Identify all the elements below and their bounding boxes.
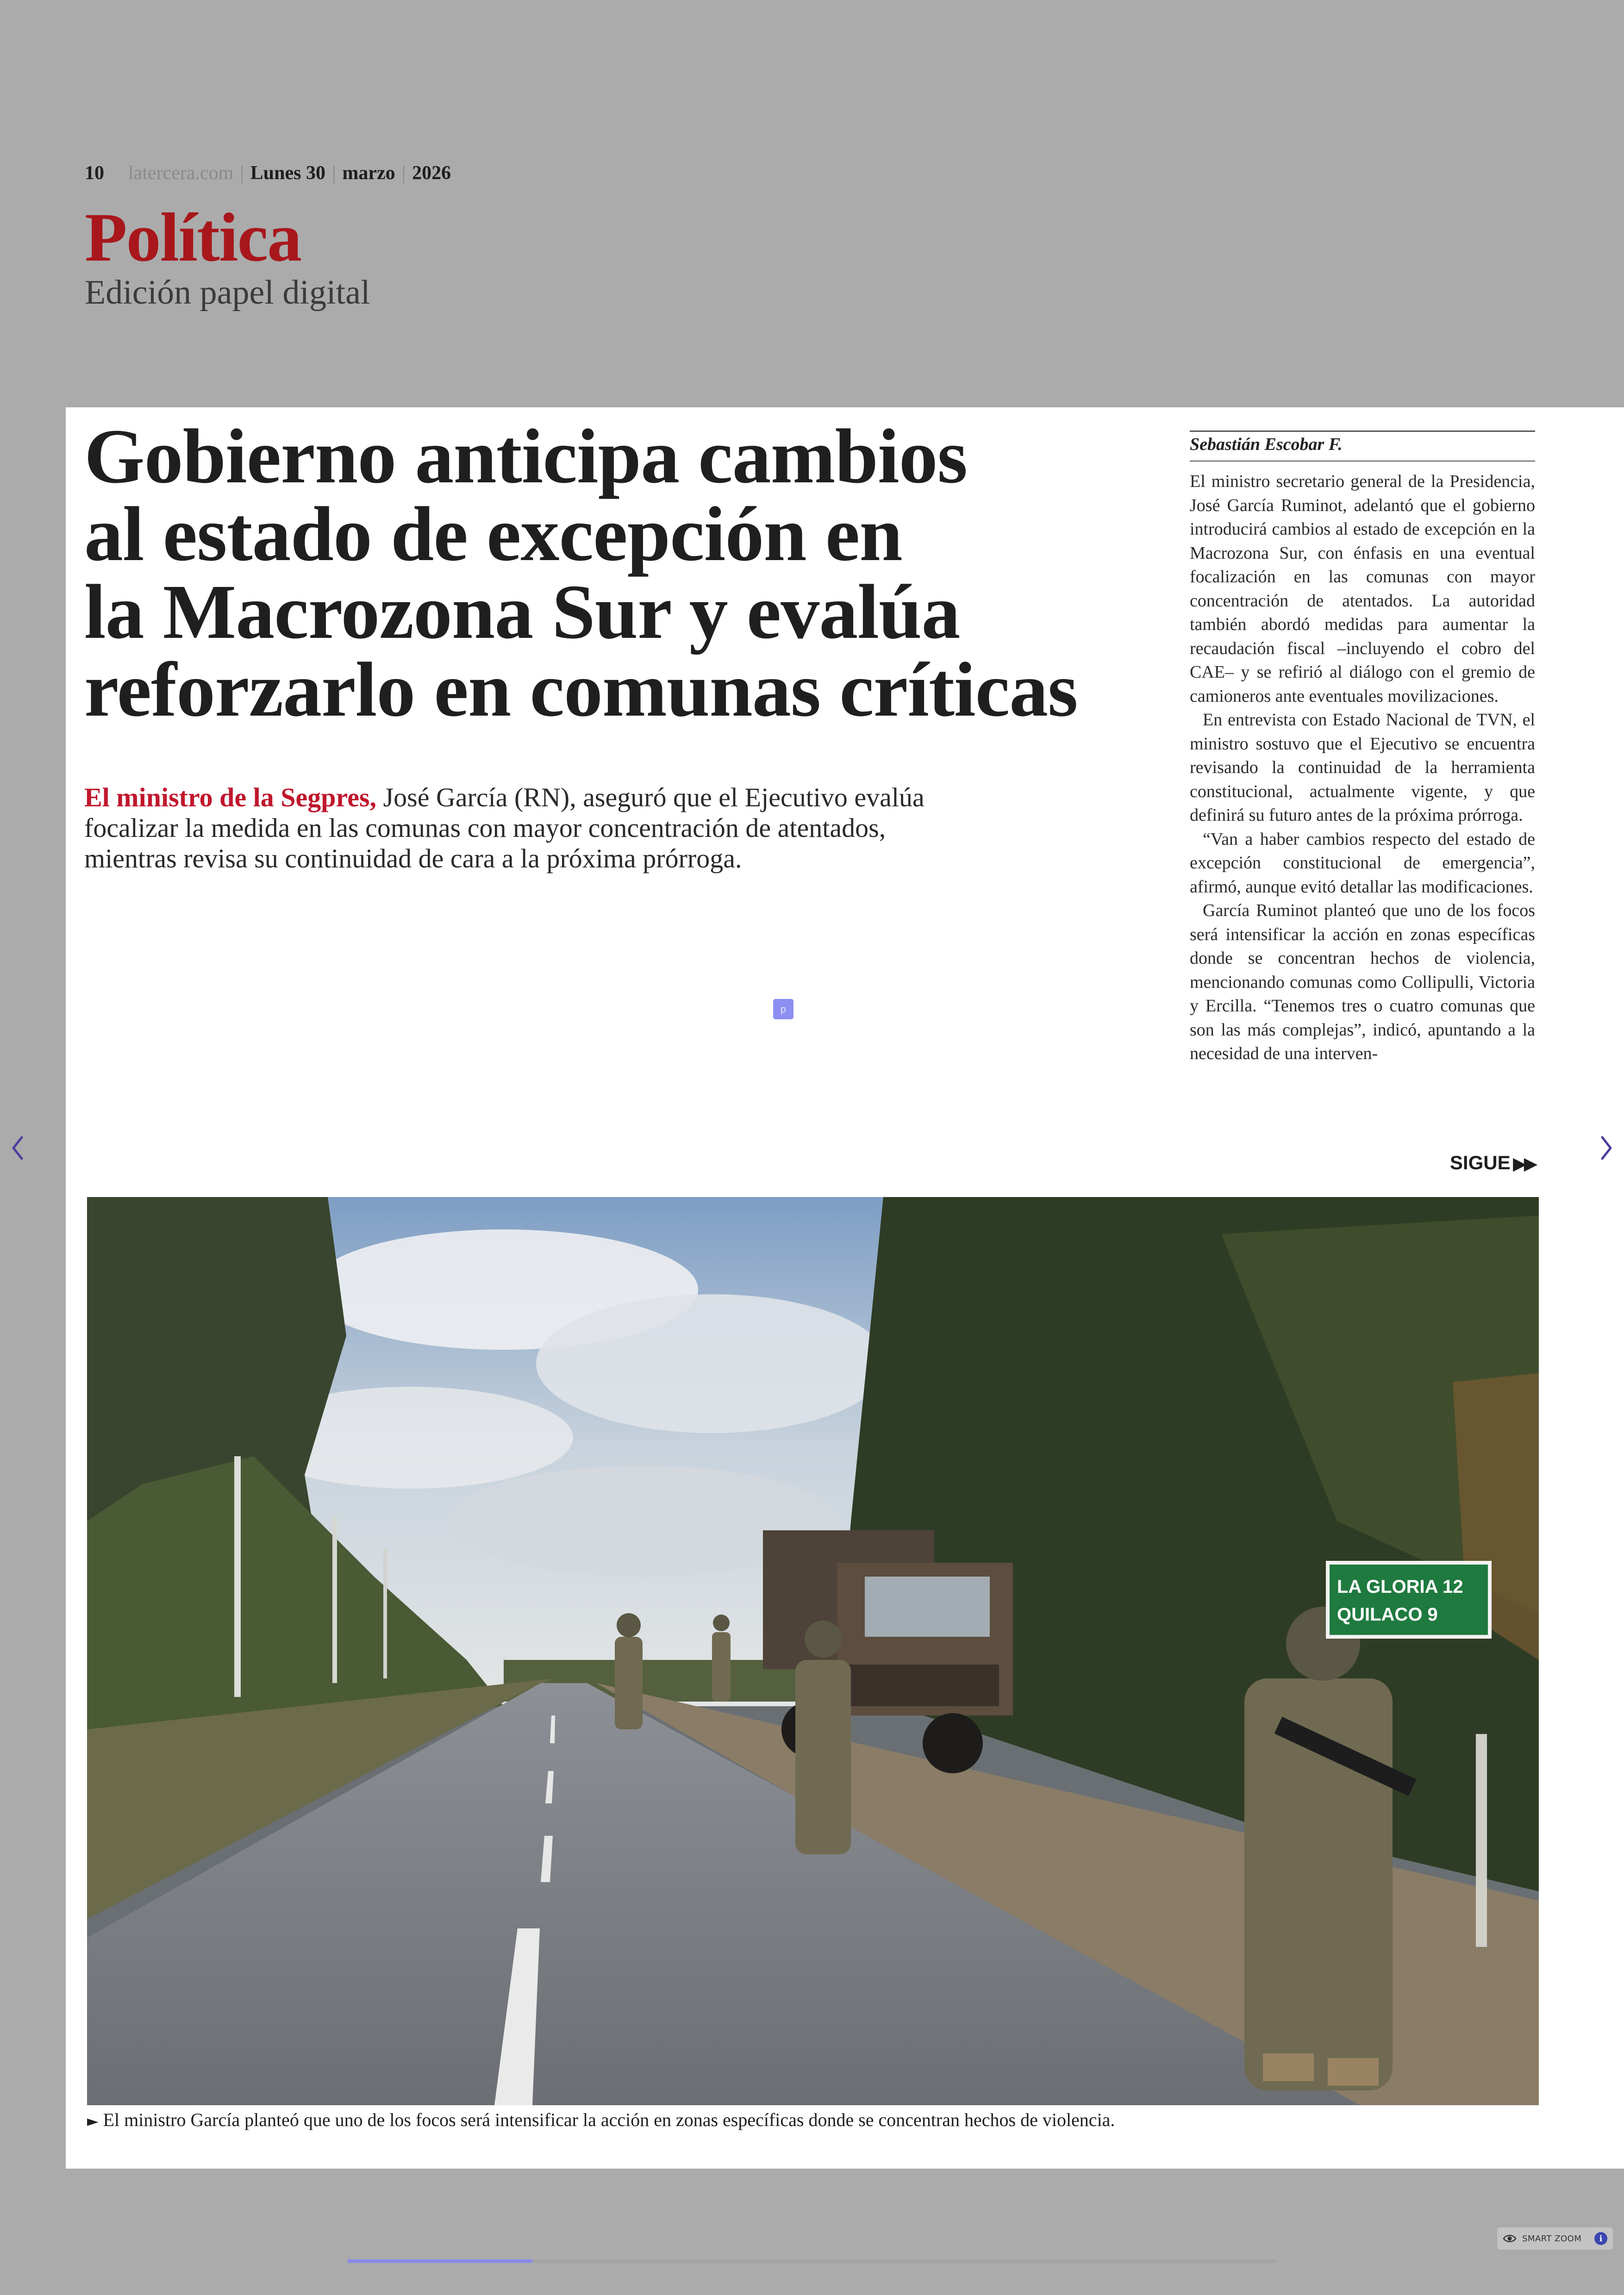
separator: | <box>401 162 406 184</box>
info-icon[interactable]: i <box>1594 2232 1607 2245</box>
caption-text: El ministro García planteó que uno de los focos será intensificar la acción en zonas específicas donde se concentran hechos de violencia. <box>103 2109 1115 2130</box>
caption-marker-icon: ► <box>87 2112 99 2130</box>
separator: | <box>331 162 336 184</box>
previous-page-button[interactable] <box>4 1129 31 1166</box>
article-link-marker[interactable]: p <box>773 999 793 1019</box>
sign-line: QUILACO 9 <box>1337 1604 1438 1625</box>
headline-line: reforzarlo en comunas críticas <box>84 647 1078 733</box>
eye-icon <box>1503 2234 1517 2243</box>
article-photo[interactable] <box>87 1197 1539 2105</box>
smart-zoom-label: SMART ZOOM <box>1522 2233 1582 2244</box>
body-paragraph: En entrevista con Estado Nacional de TVN, el ministro sostuvo que el Ejecutivo se encuentra revisando la continuidad de la herramienta constitucional, actualmente vigente, y que definirá su futuro antes de la próxima prórroga. <box>1190 710 1535 825</box>
page-number: 10 <box>85 162 104 184</box>
reading-progress-fill <box>347 2259 533 2263</box>
photo-caption <box>87 2109 1539 2131</box>
headline-line: al estado de excepción en <box>84 491 902 577</box>
lede-lead: El ministro de la Segpres, <box>84 782 377 812</box>
date-year: 2026 <box>412 162 451 184</box>
site-name: latercera.com <box>128 162 234 184</box>
body-paragraph: El ministro secretario general de la Presidencia, José García Ruminot, adelantó que el gobierno introducirá cambios al estado de excepción en la Macrozona Sur, con énfasis en una eventual focalización en las comunas con mayor concentración de atentados. La autoridad también abordó medidas para aumentar la recaudación fiscal –incluyendo el cobro del CAE– y se refirió al diálogo con el gremio de camioneros ante eventuales movilizaciones. <box>1190 472 1535 706</box>
lede-text: José García (RN), aseguró que el Ejecutivo evalúa focalizar la medida en las comunas con mayor concentración de atentados, mientras revisa su continuidad de cara a la próxima prórroga. <box>84 782 924 873</box>
masthead-dateline <box>85 162 451 184</box>
article-headline <box>84 413 1214 733</box>
photo-illustration <box>87 1197 1539 2105</box>
newspaper-page[interactable] <box>66 407 1624 2169</box>
section-title: Política <box>85 199 301 276</box>
headline-line: Gobierno anticipa cambios <box>84 413 968 499</box>
smart-zoom-button[interactable] <box>1497 2227 1613 2250</box>
date-day: Lunes 30 <box>250 162 325 184</box>
continue-label: SIGUE <box>1449 1152 1511 1173</box>
body-paragraph: García Ruminot planteó que uno de los focos será intensificar la acción en zonas específicas donde se concentran hechos de violencia, mencionando comunas como Collipulli, Victoria y Ercilla. “Tenemos tres o cuatro comunas que son las más complejas”, indicó, apuntando a la necesidad de una interven- <box>1190 901 1535 1063</box>
chevron-right-icon <box>1599 1135 1613 1160</box>
double-arrow-icon: ▶▶ <box>1513 1154 1535 1173</box>
body-paragraph: “Van a haber cambios respecto del estado de excepción constitucional de emergencia”, afirmó, aunque evitó detallar las modificaciones. <box>1190 829 1535 897</box>
headline-line: la Macrozona Sur y evalúa <box>84 569 960 655</box>
next-page-button[interactable] <box>1593 1129 1620 1166</box>
byline: Sebastián Escobar F. <box>1190 435 1343 454</box>
reading-progress-bar[interactable] <box>347 2259 1276 2263</box>
article-lede <box>84 782 982 874</box>
divider <box>1190 430 1535 432</box>
date-month: marzo <box>342 162 395 184</box>
article-body <box>1190 470 1535 1066</box>
sign-line: LA GLORIA 12 <box>1337 1577 1463 1597</box>
edition-label: Edición papel digital <box>85 274 370 312</box>
chevron-left-icon <box>11 1135 25 1160</box>
separator: | <box>240 162 244 184</box>
continue-link[interactable] <box>1408 1152 1535 1174</box>
